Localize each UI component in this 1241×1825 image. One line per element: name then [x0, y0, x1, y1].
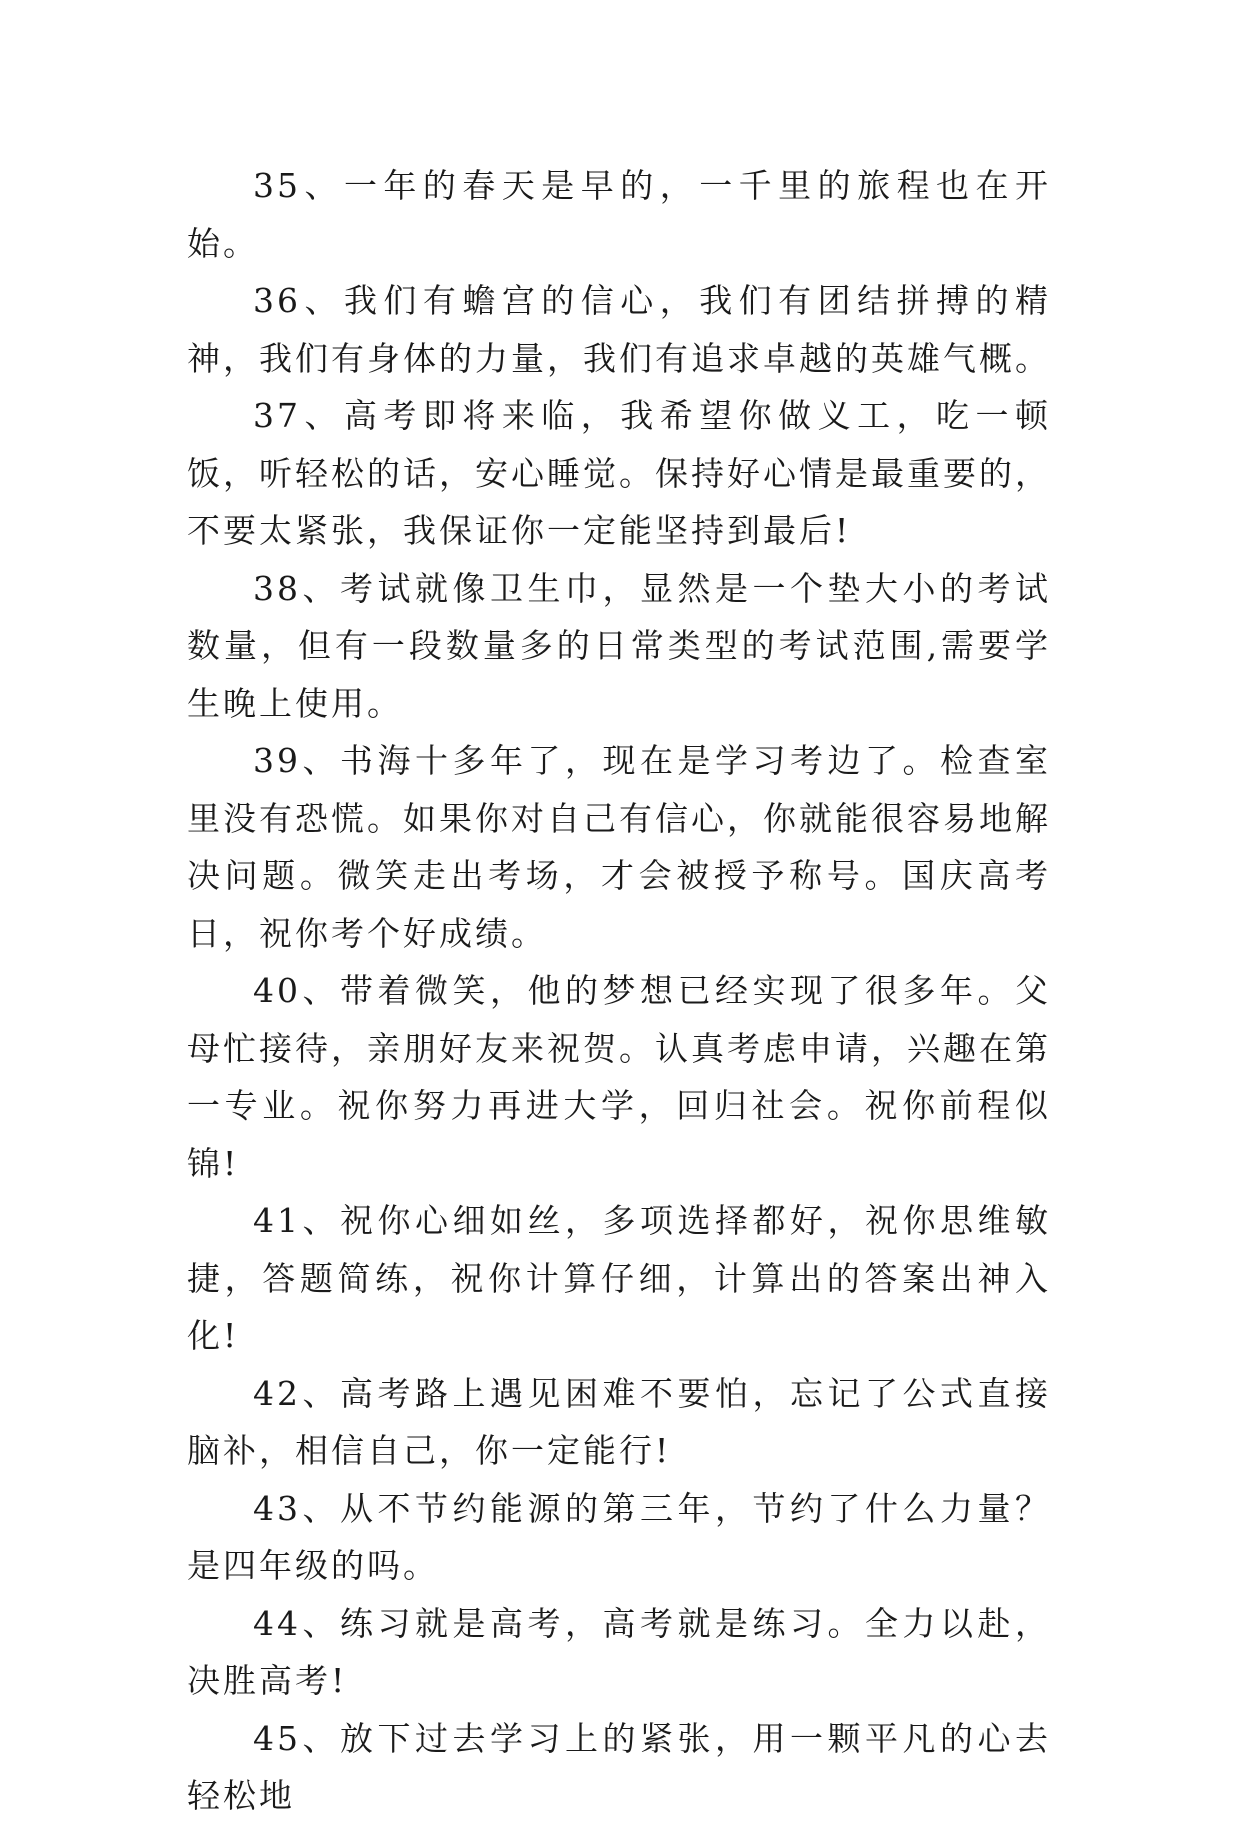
paragraph-45: 45、放下过去学习上的紧张，用一颗平凡的心去轻松地 [187, 1718, 1051, 1815]
paragraph-41: 41、祝你心细如丝，多项选择都好，祝你思维敏捷，答题简练，祝你计算仔细，计算出的答案出神入化! [187, 1201, 1051, 1355]
paragraph-42: 42、高考路上遇见困难不要怕，忘记了公式直接脑补，相信自己，你一定能行! [187, 1373, 1051, 1470]
paragraph-36: 36、我们有蟾宫的信心，我们有团结拼搏的精神，我们有身体的力量，我们有追求卓越的英雄气概。 [187, 281, 1051, 378]
document-body [187, 157, 1051, 1825]
paragraph-43: 43、从不节约能源的第三年，节约了什么力量？是四年级的吗。 [187, 1488, 1051, 1585]
paragraph-40: 40、带着微笑，他的梦想已经实现了很多年。父母忙接待，亲朋好友来祝贺。认真考虑申请，兴趣在第一专业。祝你努力再进大学，回归社会。祝你前程似锦! [187, 971, 1051, 1183]
paragraph-38: 38、考试就像卫生巾，显然是一个垫大小的考试数量，但有一段数量多的日常类型的考试范围,需要学生晚上使用。 [187, 568, 1051, 723]
paragraph-39: 39、书海十多年了，现在是学习考边了。检查室里没有恐慌。如果你对自己有信心，你就能很容易地解决问题。微笑走出考场，才会被授予称号。国庆高考日，祝你考个好成绩。 [187, 741, 1051, 953]
paragraph-35: 35、一年的春天是早的，一千里的旅程也在开始。 [187, 166, 1051, 263]
paragraph-37: 37、高考即将来临，我希望你做义工，吃一顿饭，听轻松的话，安心睡觉。保持好心情是最重要的，不要太紧张，我保证你一定能坚持到最后! [187, 396, 1051, 550]
paragraph-44: 44、练习就是高考，高考就是练习。全力以赴，决胜高考! [187, 1603, 1051, 1700]
